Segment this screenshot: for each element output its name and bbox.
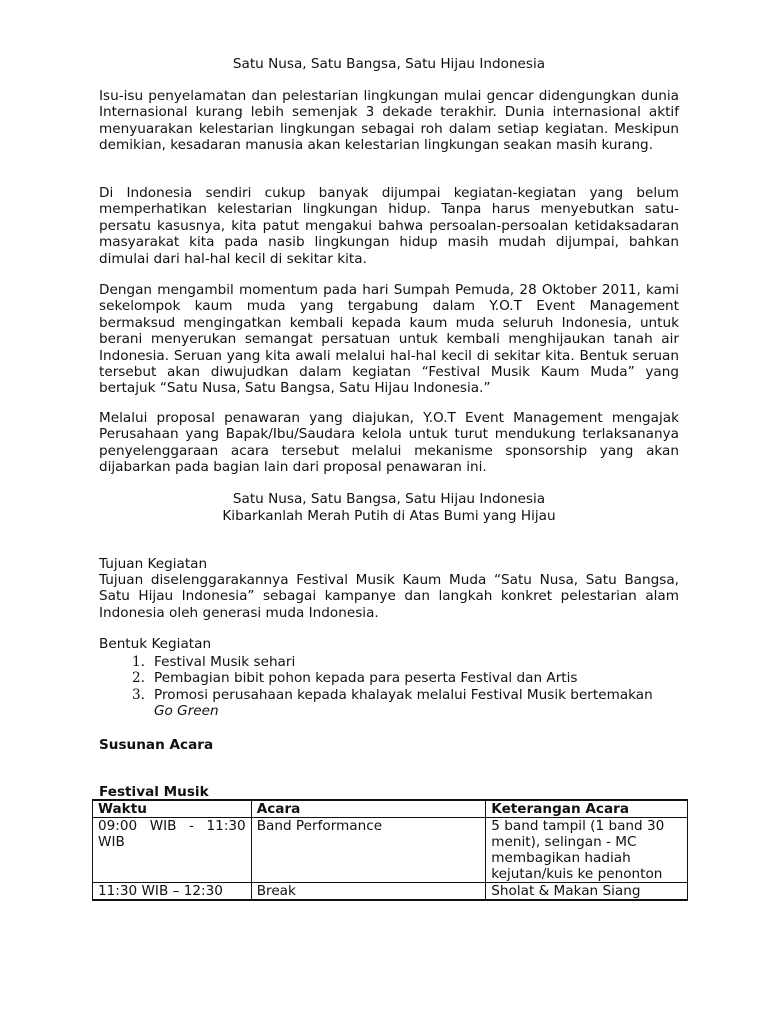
list-number: 1. bbox=[132, 654, 145, 670]
bentuk-heading: Bentuk Kegiatan bbox=[99, 636, 212, 652]
list-number: 2. bbox=[132, 670, 145, 687]
intro-paragraph-1: Isu-isu penyelamatan dan pelestarian lingkungan mulai gencar didengungkan dunia Internasional kurang lebih semenjak 3 dekade terakhir. Dunia internasional aktif menyuarakan kelestarian lingkungan sebagai roh dalam setiap kegiatan. Meskipun demikian, kesadaran manusia akan kelestarian lingkungan seakan masih kurang. bbox=[99, 88, 679, 154]
tujuan-heading: Tujuan Kegiatan bbox=[99, 556, 208, 572]
list-number: 3. bbox=[132, 686, 145, 703]
tujuan-text: Tujuan diselenggarakannya Festival Musik Kaum Muda “Satu Nusa, Satu Bangsa, Satu Hijau Indonesia” sebagai kampanye dan langkah konkret pelestarian alam Indonesia oleh generasi muda Indonesia. bbox=[99, 572, 679, 621]
cell-acara: Band Performance bbox=[251, 818, 486, 883]
cell-keterangan: 5 band tampil (1 band 30 menit), selingan - MC membagikan hadiah kejutan/kuis ke penonton bbox=[486, 818, 688, 883]
list-item-text: Pembagian bibit pohon kepada para peserta Festival dan Artis bbox=[154, 670, 578, 687]
bentuk-list bbox=[99, 654, 734, 720]
subtitle-line-2: Kibarkanlah Merah Putih di Atas Bumi yang Hijau bbox=[222, 508, 556, 524]
document-title: Satu Nusa, Satu Bangsa, Satu Hijau Indonesia bbox=[232, 56, 546, 72]
table-title: Festival Musik bbox=[99, 784, 209, 800]
list-item bbox=[132, 686, 734, 720]
schedule-table bbox=[92, 799, 688, 901]
header-keterangan: Keterangan Acara bbox=[486, 800, 688, 818]
list-item bbox=[132, 654, 734, 670]
intro-paragraph-3: Dengan mengambil momentum pada hari Sumpah Pemuda, 28 Oktober 2011, kami sekelompok kaum muda yang tergabung dalam Y.O.T Event Management bermaksud mengingatkan kembali kepada kaum muda seluruh Indonesia, untuk berani menyerukan semangat persatuan untuk kembali menghijaukan tanah air Indonesia. Seruan yang kita awali melalui hal-hal kecil di sekitar kita. Bentuk seruan tersebut akan diwujudkan dalam kegiatan “Festival Musik Kaum Muda” yang bertajuk “Satu Nusa, Satu Bangsa, Satu Hijau Indonesia.” bbox=[99, 282, 679, 397]
table-row bbox=[93, 883, 688, 901]
cell-keterangan: Sholat & Makan Siang bbox=[486, 883, 688, 901]
header-waktu: Waktu bbox=[93, 800, 252, 818]
susunan-heading: Susunan Acara bbox=[99, 737, 214, 753]
cell-acara: Break bbox=[251, 883, 486, 901]
header-acara: Acara bbox=[251, 800, 486, 818]
intro-paragraph-2: Di Indonesia sendiri cukup banyak dijumpai kegiatan-kegiatan yang belum memperhatikan kelestarian lingkungan hidup. Tanpa harus menyebutkan satu-persatu kasusnya, kita patut mengakui bahwa persoalan-persoalan ketidaksadaran masyarakat kita pada nasib lingkungan hidup masih mudah dijumpai, bahkan dimulai dari hal-hal kecil di sekitar kita. bbox=[99, 185, 679, 267]
list-item-emphasis: Go Green bbox=[154, 703, 219, 720]
list-item-text: Festival Musik sehari bbox=[154, 654, 296, 670]
cell-waktu: 09:00 WIB - 11:30 WIB bbox=[93, 818, 252, 883]
table-row bbox=[93, 818, 688, 883]
cell-waktu: 11:30 WIB – 12:30 bbox=[93, 883, 252, 901]
table-header-row bbox=[93, 800, 688, 818]
list-item bbox=[132, 670, 734, 687]
list-item-text: Promosi perusahaan kepada khalayak melalui Festival Musik bertemakan bbox=[154, 686, 653, 703]
intro-paragraph-4: Melalui proposal penawaran yang diajukan, Y.O.T Event Management mengajak Perusahaan yang Bapak/Ibu/Saudara kelola untuk turut mendukung terlaksananya penyelenggaraan acara tersebut melalui mekanisme sponsorship yang akan dijabarkan pada bagian lain dari proposal penawaran ini. bbox=[99, 410, 679, 476]
subtitle-line-1: Satu Nusa, Satu Bangsa, Satu Hijau Indonesia bbox=[232, 491, 546, 507]
